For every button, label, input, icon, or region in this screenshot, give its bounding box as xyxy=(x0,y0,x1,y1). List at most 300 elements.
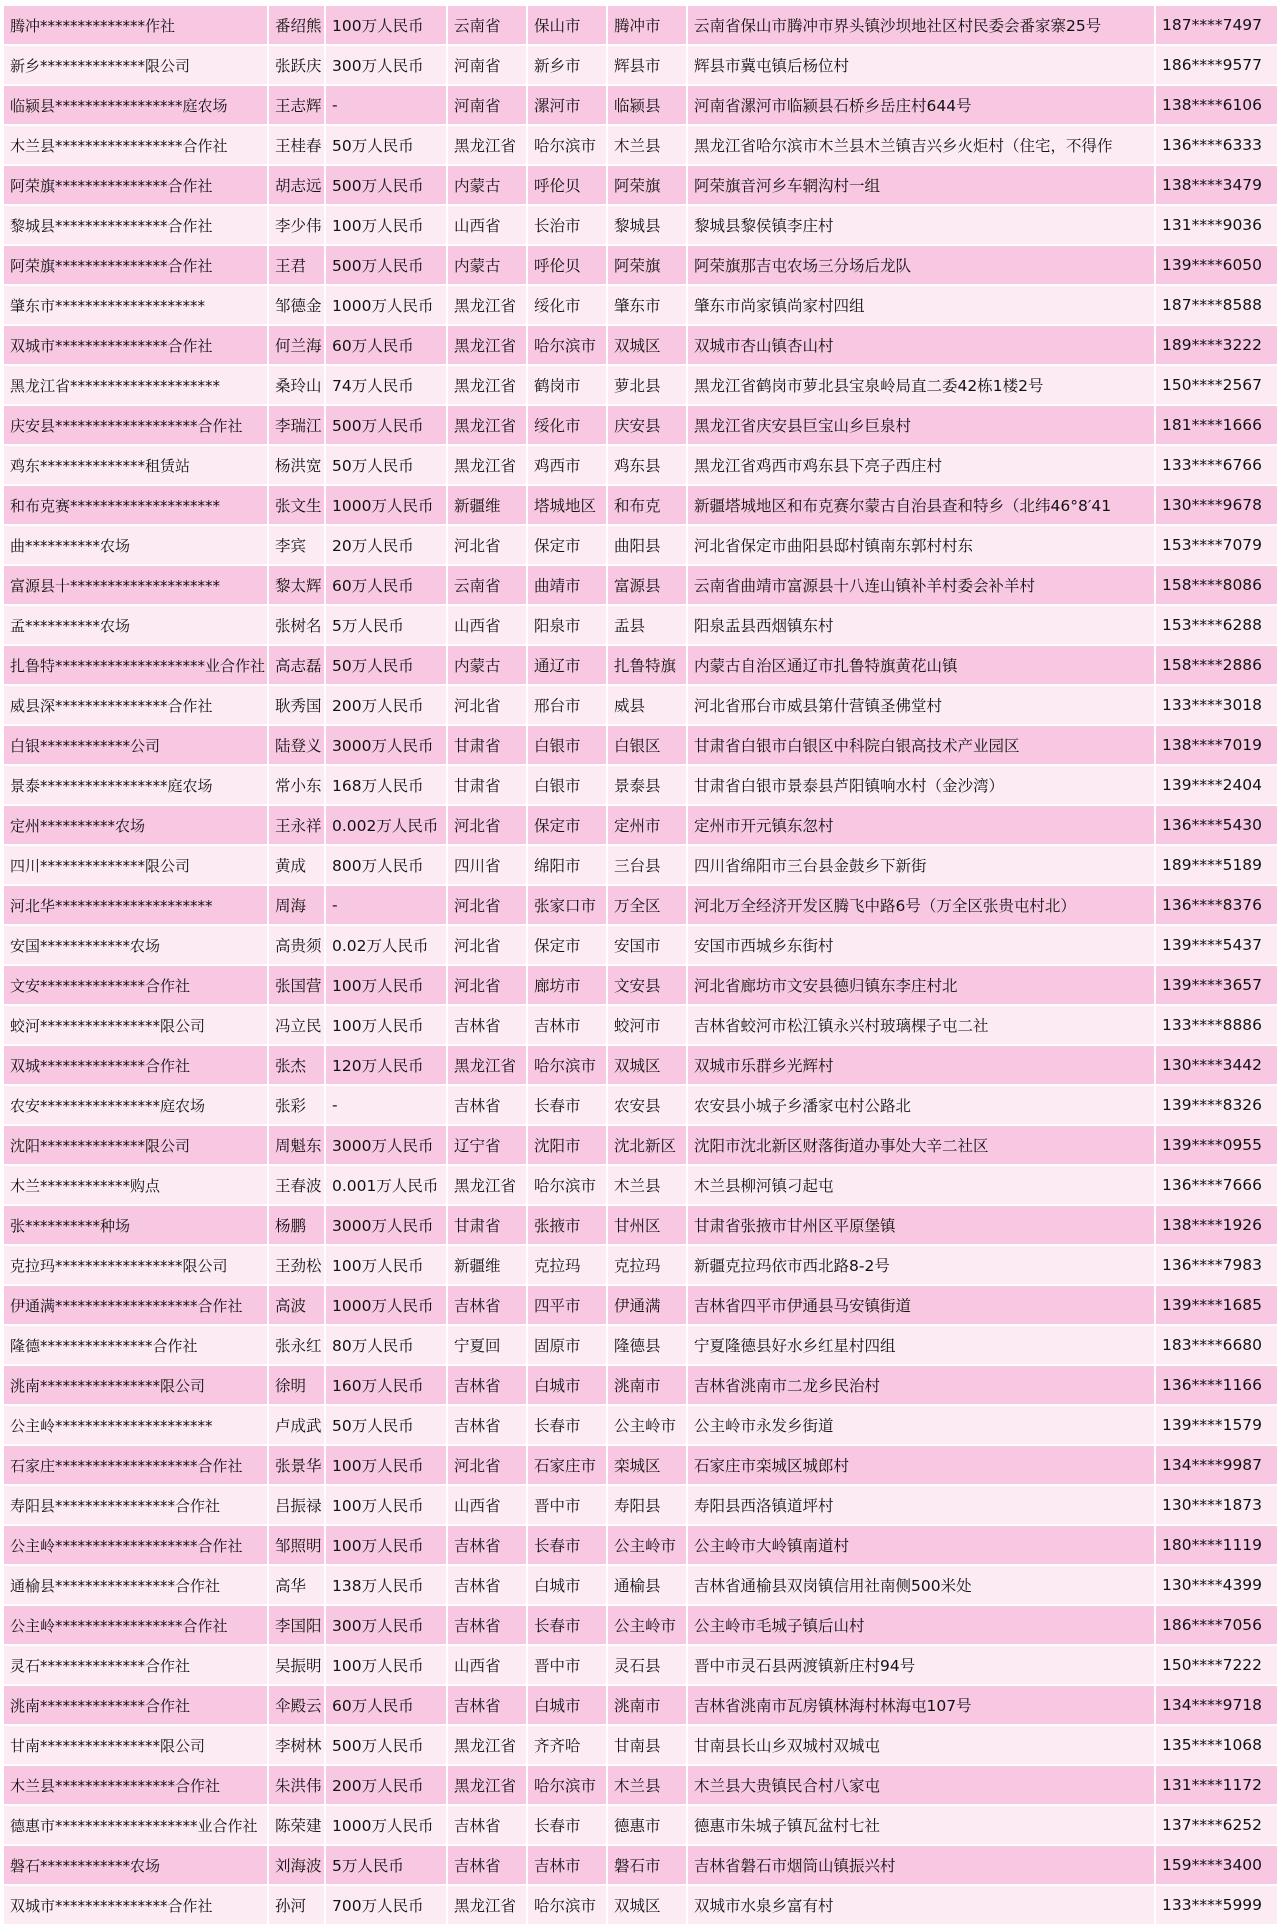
registered-capital-cell: 50万人民币 xyxy=(325,125,447,165)
province-cell: 河南省 xyxy=(447,85,527,125)
phone-cell: 139****8326 xyxy=(1155,1085,1278,1125)
city-cell: 齐齐哈 xyxy=(527,1725,607,1765)
phone-cell: 130****9678 xyxy=(1155,485,1278,525)
address-cell: 木兰县柳河镇刁起屯 xyxy=(687,1165,1155,1205)
city-cell: 长春市 xyxy=(527,1605,607,1645)
province-cell: 黑龙江省 xyxy=(447,1725,527,1765)
table-row xyxy=(3,365,1278,405)
address-cell: 石家庄市栾城区城郎村 xyxy=(687,1445,1155,1485)
province-cell: 云南省 xyxy=(447,5,527,45)
province-cell: 甘肃省 xyxy=(447,765,527,805)
company-name-cell: 威县深***************合作社 xyxy=(3,685,268,725)
province-cell: 黑龙江省 xyxy=(447,325,527,365)
table-row xyxy=(3,1365,1278,1405)
legal-person-cell: 陈荣建 xyxy=(268,1805,325,1845)
address-cell: 吉林省蛟河市松江镇永兴村玻璃棵子屯二社 xyxy=(687,1005,1155,1045)
legal-person-cell: 周海 xyxy=(268,885,325,925)
address-cell: 定州市开元镇东忽村 xyxy=(687,805,1155,845)
registered-capital-cell: 1000万人民币 xyxy=(325,1805,447,1845)
registered-capital-cell: 0.001万人民币 xyxy=(325,1165,447,1205)
registered-capital-cell: 60万人民币 xyxy=(325,325,447,365)
phone-cell: 180****1119 xyxy=(1155,1525,1278,1565)
address-cell: 吉林省四平市伊通县马安镇街道 xyxy=(687,1285,1155,1325)
company-name-cell: 富源县十******************** xyxy=(3,565,268,605)
registered-capital-cell: - xyxy=(325,885,447,925)
company-name-cell: 曲**********农场 xyxy=(3,525,268,565)
district-cell: 甘州区 xyxy=(607,1205,687,1245)
company-name-cell: 通榆县****************合作社 xyxy=(3,1565,268,1605)
address-cell: 吉林省洮南市二龙乡民治村 xyxy=(687,1365,1155,1405)
province-cell: 吉林省 xyxy=(447,1085,527,1125)
table-row xyxy=(3,1845,1278,1885)
company-name-cell: 定州**********农场 xyxy=(3,805,268,845)
district-cell: 临颍县 xyxy=(607,85,687,125)
district-cell: 双城区 xyxy=(607,325,687,365)
company-name-cell: 和布克赛******************** xyxy=(3,485,268,525)
city-cell: 长春市 xyxy=(527,1085,607,1125)
address-cell: 辉县市冀屯镇后杨位村 xyxy=(687,45,1155,85)
table-row xyxy=(3,405,1278,445)
legal-person-cell: 陆登义 xyxy=(268,725,325,765)
registered-capital-cell: 100万人民币 xyxy=(325,5,447,45)
legal-person-cell: 黄成 xyxy=(268,845,325,885)
district-cell: 磐石市 xyxy=(607,1845,687,1885)
province-cell: 山西省 xyxy=(447,1485,527,1525)
legal-person-cell: 桑玲山 xyxy=(268,365,325,405)
company-name-cell: 灵石**************合作社 xyxy=(3,1645,268,1685)
phone-cell: 158****2886 xyxy=(1155,645,1278,685)
legal-person-cell: 李少伟 xyxy=(268,205,325,245)
registered-capital-cell: 60万人民币 xyxy=(325,1685,447,1725)
address-cell: 云南省保山市腾冲市界头镇沙坝地社区村民委会番家寨25号 xyxy=(687,5,1155,45)
province-cell: 云南省 xyxy=(447,565,527,605)
registered-capital-cell: 300万人民币 xyxy=(325,1605,447,1645)
legal-person-cell: 何兰海 xyxy=(268,325,325,365)
company-name-cell: 石家庄*******************合作社 xyxy=(3,1445,268,1485)
city-cell: 鹤岗市 xyxy=(527,365,607,405)
address-cell: 甘肃省白银市白银区中科院白银高技术产业园区 xyxy=(687,725,1155,765)
district-cell: 景泰县 xyxy=(607,765,687,805)
legal-person-cell: 伞殿云 xyxy=(268,1685,325,1725)
legal-person-cell: 杨洪宽 xyxy=(268,445,325,485)
district-cell: 鸡东县 xyxy=(607,445,687,485)
province-cell: 吉林省 xyxy=(447,1805,527,1845)
city-cell: 晋中市 xyxy=(527,1645,607,1685)
phone-cell: 139****6050 xyxy=(1155,245,1278,285)
province-cell: 吉林省 xyxy=(447,1525,527,1565)
address-cell: 黑龙江省鸡西市鸡东县下亮子西庄村 xyxy=(687,445,1155,485)
province-cell: 河北省 xyxy=(447,805,527,845)
address-cell: 双城市乐群乡光辉村 xyxy=(687,1045,1155,1085)
legal-person-cell: 朱洪伟 xyxy=(268,1765,325,1805)
company-name-cell: 蛟河****************限公司 xyxy=(3,1005,268,1045)
legal-person-cell: 番绍熊 xyxy=(268,5,325,45)
company-name-cell: 农安****************庭农场 xyxy=(3,1085,268,1125)
address-cell: 四川省绵阳市三台县金鼓乡下新街 xyxy=(687,845,1155,885)
phone-cell: 187****7497 xyxy=(1155,5,1278,45)
phone-cell: 187****8588 xyxy=(1155,285,1278,325)
address-cell: 农安县小城子乡潘家屯村公路北 xyxy=(687,1085,1155,1125)
phone-cell: 139****2404 xyxy=(1155,765,1278,805)
table-row xyxy=(3,885,1278,925)
registered-capital-cell: 100万人民币 xyxy=(325,1445,447,1485)
phone-cell: 153****7079 xyxy=(1155,525,1278,565)
legal-person-cell: 杨鹏 xyxy=(268,1205,325,1245)
city-cell: 固原市 xyxy=(527,1325,607,1365)
address-cell: 双城市水泉乡富有村 xyxy=(687,1885,1155,1925)
district-cell: 定州市 xyxy=(607,805,687,845)
company-name-cell: 扎鲁特********************业合作社 xyxy=(3,645,268,685)
district-cell: 腾冲市 xyxy=(607,5,687,45)
registered-capital-cell: 50万人民币 xyxy=(325,445,447,485)
registered-capital-cell: 200万人民币 xyxy=(325,1765,447,1805)
registered-capital-cell: 138万人民币 xyxy=(325,1565,447,1605)
registered-capital-cell: 100万人民币 xyxy=(325,965,447,1005)
province-cell: 吉林省 xyxy=(447,1605,527,1645)
city-cell: 白银市 xyxy=(527,725,607,765)
address-cell: 宁夏隆德县好水乡红星村四组 xyxy=(687,1325,1155,1365)
district-cell: 木兰县 xyxy=(607,125,687,165)
province-cell: 吉林省 xyxy=(447,1685,527,1725)
province-cell: 河北省 xyxy=(447,965,527,1005)
city-cell: 保定市 xyxy=(527,925,607,965)
district-cell: 农安县 xyxy=(607,1085,687,1125)
district-cell: 隆德县 xyxy=(607,1325,687,1365)
district-cell: 阿荣旗 xyxy=(607,245,687,285)
district-cell: 栾城区 xyxy=(607,1445,687,1485)
district-cell: 灵石县 xyxy=(607,1645,687,1685)
city-cell: 白城市 xyxy=(527,1685,607,1725)
registered-capital-cell: 3000万人民币 xyxy=(325,1125,447,1165)
table-row xyxy=(3,765,1278,805)
address-cell: 公主岭市毛城子镇后山村 xyxy=(687,1605,1155,1645)
registered-capital-cell: 100万人民币 xyxy=(325,205,447,245)
city-cell: 长治市 xyxy=(527,205,607,245)
district-cell: 盂县 xyxy=(607,605,687,645)
table-row xyxy=(3,125,1278,165)
legal-person-cell: 张景华 xyxy=(268,1445,325,1485)
table-row xyxy=(3,965,1278,1005)
address-cell: 安国市西城乡东街村 xyxy=(687,925,1155,965)
province-cell: 宁夏回 xyxy=(447,1325,527,1365)
city-cell: 哈尔滨市 xyxy=(527,1165,607,1205)
phone-cell: 186****7056 xyxy=(1155,1605,1278,1645)
district-cell: 庆安县 xyxy=(607,405,687,445)
table-row xyxy=(3,1685,1278,1725)
company-name-cell: 木兰县*****************合作社 xyxy=(3,125,268,165)
city-cell: 漯河市 xyxy=(527,85,607,125)
phone-cell: 139****3657 xyxy=(1155,965,1278,1005)
phone-cell: 183****6680 xyxy=(1155,1325,1278,1365)
address-cell: 新疆克拉玛依市西北路8-2号 xyxy=(687,1245,1155,1285)
address-cell: 甘肃省白银市景泰县芦阳镇响水村（金沙湾） xyxy=(687,765,1155,805)
table-row xyxy=(3,285,1278,325)
registered-capital-cell: 160万人民币 xyxy=(325,1365,447,1405)
company-name-cell: 肇东市******************** xyxy=(3,285,268,325)
company-name-cell: 伊通满*******************合作社 xyxy=(3,1285,268,1325)
company-name-cell: 河北华********************* xyxy=(3,885,268,925)
company-name-cell: 四川**************限公司 xyxy=(3,845,268,885)
phone-cell: 150****2567 xyxy=(1155,365,1278,405)
company-name-cell: 磐石************农场 xyxy=(3,1845,268,1885)
table-row xyxy=(3,245,1278,285)
company-name-cell: 临颍县*****************庭农场 xyxy=(3,85,268,125)
table-row xyxy=(3,845,1278,885)
legal-person-cell: 张跃庆 xyxy=(268,45,325,85)
table-row xyxy=(3,685,1278,725)
city-cell: 长春市 xyxy=(527,1525,607,1565)
district-cell: 沈北新区 xyxy=(607,1125,687,1165)
address-cell: 新疆塔城地区和布克赛尔蒙古自治县查和特乡（北纬46°8′41 xyxy=(687,485,1155,525)
address-cell: 沈阳市沈北新区财落街道办事处大辛二社区 xyxy=(687,1125,1155,1165)
table-row xyxy=(3,565,1278,605)
registered-capital-cell: 100万人民币 xyxy=(325,1645,447,1685)
registered-capital-cell: 500万人民币 xyxy=(325,405,447,445)
company-name-cell: 双城市***************合作社 xyxy=(3,325,268,365)
registered-capital-cell: 500万人民币 xyxy=(325,1725,447,1765)
phone-cell: 158****8086 xyxy=(1155,565,1278,605)
district-cell: 洮南市 xyxy=(607,1685,687,1725)
registered-capital-cell: 74万人民币 xyxy=(325,365,447,405)
province-cell: 吉林省 xyxy=(447,1845,527,1885)
legal-person-cell: 张国营 xyxy=(268,965,325,1005)
district-cell: 万全区 xyxy=(607,885,687,925)
province-cell: 黑龙江省 xyxy=(447,1765,527,1805)
address-cell: 吉林省磐石市烟筒山镇振兴村 xyxy=(687,1845,1155,1885)
province-cell: 吉林省 xyxy=(447,1365,527,1405)
legal-person-cell: 张文生 xyxy=(268,485,325,525)
province-cell: 河北省 xyxy=(447,1445,527,1485)
city-cell: 白银市 xyxy=(527,765,607,805)
company-name-cell: 新乡**************限公司 xyxy=(3,45,268,85)
province-cell: 吉林省 xyxy=(447,1285,527,1325)
company-name-cell: 白银************公司 xyxy=(3,725,268,765)
phone-cell: 130****3442 xyxy=(1155,1045,1278,1085)
address-cell: 木兰县大贵镇民合村八家屯 xyxy=(687,1765,1155,1805)
legal-person-cell: 高华 xyxy=(268,1565,325,1605)
phone-cell: 181****1666 xyxy=(1155,405,1278,445)
city-cell: 吉林市 xyxy=(527,1845,607,1885)
district-cell: 和布克 xyxy=(607,485,687,525)
city-cell: 张家口市 xyxy=(527,885,607,925)
district-cell: 德惠市 xyxy=(607,1805,687,1845)
company-name-cell: 公主岭********************* xyxy=(3,1405,268,1445)
district-cell: 富源县 xyxy=(607,565,687,605)
table-row xyxy=(3,1565,1278,1605)
province-cell: 河南省 xyxy=(447,45,527,85)
address-cell: 吉林省通榆县双岗镇信用社南侧500米处 xyxy=(687,1565,1155,1605)
phone-cell: 139****0955 xyxy=(1155,1125,1278,1165)
phone-cell: 136****7983 xyxy=(1155,1245,1278,1285)
table-row xyxy=(3,445,1278,485)
table-row xyxy=(3,605,1278,645)
province-cell: 黑龙江省 xyxy=(447,285,527,325)
phone-cell: 130****4399 xyxy=(1155,1565,1278,1605)
province-cell: 内蒙古 xyxy=(447,245,527,285)
registered-capital-cell: 50万人民币 xyxy=(325,645,447,685)
registered-capital-cell: 50万人民币 xyxy=(325,1405,447,1445)
province-cell: 辽宁省 xyxy=(447,1125,527,1165)
legal-person-cell: 高贵须 xyxy=(268,925,325,965)
address-cell: 内蒙古自治区通辽市扎鲁特旗黄花山镇 xyxy=(687,645,1155,685)
table-row xyxy=(3,1325,1278,1365)
company-name-cell: 洮南****************限公司 xyxy=(3,1365,268,1405)
district-cell: 木兰县 xyxy=(607,1165,687,1205)
district-cell: 公主岭市 xyxy=(607,1405,687,1445)
company-name-cell: 公主岭*******************合作社 xyxy=(3,1525,268,1565)
company-name-cell: 克拉玛*****************限公司 xyxy=(3,1245,268,1285)
legal-person-cell: 黎太辉 xyxy=(268,565,325,605)
district-cell: 萝北县 xyxy=(607,365,687,405)
province-cell: 新疆维 xyxy=(447,1245,527,1285)
city-cell: 沈阳市 xyxy=(527,1125,607,1165)
phone-cell: 138****6106 xyxy=(1155,85,1278,125)
company-name-cell: 木兰县****************合作社 xyxy=(3,1765,268,1805)
phone-cell: 135****1068 xyxy=(1155,1725,1278,1765)
address-cell: 河南省漯河市临颍县石桥乡岳庄村644号 xyxy=(687,85,1155,125)
district-cell: 阿荣旗 xyxy=(607,165,687,205)
city-cell: 保山市 xyxy=(527,5,607,45)
district-cell: 伊通满 xyxy=(607,1285,687,1325)
company-name-cell: 安国************农场 xyxy=(3,925,268,965)
phone-cell: 137****6252 xyxy=(1155,1805,1278,1845)
address-cell: 甘肃省张掖市甘州区平原堡镇 xyxy=(687,1205,1155,1245)
registered-capital-cell: 80万人民币 xyxy=(325,1325,447,1365)
company-name-cell: 张**********种场 xyxy=(3,1205,268,1245)
province-cell: 黑龙江省 xyxy=(447,125,527,165)
table-row xyxy=(3,165,1278,205)
address-cell: 河北省廊坊市文安县德归镇东李庄村北 xyxy=(687,965,1155,1005)
legal-person-cell: 吕振禄 xyxy=(268,1485,325,1525)
province-cell: 河北省 xyxy=(447,685,527,725)
table-row xyxy=(3,1285,1278,1325)
registered-capital-cell: 700万人民币 xyxy=(325,1885,447,1925)
address-cell: 河北省保定市曲阳县邸村镇南东郭村村东 xyxy=(687,525,1155,565)
table-row xyxy=(3,1805,1278,1845)
registered-capital-cell: 100万人民币 xyxy=(325,1525,447,1565)
company-name-cell: 鸡东**************租赁站 xyxy=(3,445,268,485)
table-row xyxy=(3,1125,1278,1165)
phone-cell: 138****3479 xyxy=(1155,165,1278,205)
district-cell: 安国市 xyxy=(607,925,687,965)
company-name-cell: 黑龙江省******************** xyxy=(3,365,268,405)
address-cell: 肇东市尚家镇尚家村四组 xyxy=(687,285,1155,325)
address-cell: 甘南县长山乡双城村双城屯 xyxy=(687,1725,1155,1765)
legal-person-cell: 冯立民 xyxy=(268,1005,325,1045)
legal-person-cell: 李宾 xyxy=(268,525,325,565)
city-cell: 塔城地区 xyxy=(527,485,607,525)
district-cell: 洮南市 xyxy=(607,1365,687,1405)
district-cell: 蛟河市 xyxy=(607,1005,687,1045)
table-row xyxy=(3,85,1278,125)
registered-capital-cell: 100万人民币 xyxy=(325,1485,447,1525)
phone-cell: 136****5430 xyxy=(1155,805,1278,845)
city-cell: 哈尔滨市 xyxy=(527,1885,607,1925)
table-row xyxy=(3,1085,1278,1125)
address-cell: 公主岭市永发乡街道 xyxy=(687,1405,1155,1445)
city-cell: 保定市 xyxy=(527,525,607,565)
legal-person-cell: 周魁东 xyxy=(268,1125,325,1165)
legal-person-cell: 王春波 xyxy=(268,1165,325,1205)
table-body xyxy=(3,5,1278,1925)
city-cell: 白城市 xyxy=(527,1365,607,1405)
registered-capital-cell: 1000万人民币 xyxy=(325,485,447,525)
phone-cell: 189****3222 xyxy=(1155,325,1278,365)
table-row xyxy=(3,1245,1278,1285)
district-cell: 公主岭市 xyxy=(607,1605,687,1645)
address-cell: 吉林省洮南市瓦房镇林海村林海屯107号 xyxy=(687,1685,1155,1725)
city-cell: 四平市 xyxy=(527,1285,607,1325)
phone-cell: 189****5189 xyxy=(1155,845,1278,885)
district-cell: 甘南县 xyxy=(607,1725,687,1765)
province-cell: 河北省 xyxy=(447,885,527,925)
province-cell: 山西省 xyxy=(447,205,527,245)
phone-cell: 133****5999 xyxy=(1155,1885,1278,1925)
table-row xyxy=(3,1485,1278,1525)
registered-capital-cell: 5万人民币 xyxy=(325,605,447,645)
phone-cell: 139****1579 xyxy=(1155,1405,1278,1445)
company-name-cell: 阿荣旗***************合作社 xyxy=(3,245,268,285)
phone-cell: 136****6333 xyxy=(1155,125,1278,165)
province-cell: 黑龙江省 xyxy=(447,445,527,485)
city-cell: 鸡西市 xyxy=(527,445,607,485)
district-cell: 双城区 xyxy=(607,1885,687,1925)
address-cell: 云南省曲靖市富源县十八连山镇补羊村委会补羊村 xyxy=(687,565,1155,605)
province-cell: 黑龙江省 xyxy=(447,365,527,405)
province-cell: 河北省 xyxy=(447,525,527,565)
province-cell: 四川省 xyxy=(447,845,527,885)
registered-capital-cell: 800万人民币 xyxy=(325,845,447,885)
registered-capital-cell: 20万人民币 xyxy=(325,525,447,565)
table-row xyxy=(3,1405,1278,1445)
address-cell: 公主岭市大岭镇南道村 xyxy=(687,1525,1155,1565)
legal-person-cell: 卢成武 xyxy=(268,1405,325,1445)
legal-person-cell: 邹照明 xyxy=(268,1525,325,1565)
district-cell: 克拉玛 xyxy=(607,1245,687,1285)
city-cell: 哈尔滨市 xyxy=(527,1765,607,1805)
province-cell: 内蒙古 xyxy=(447,645,527,685)
phone-cell: 136****7666 xyxy=(1155,1165,1278,1205)
city-cell: 石家庄市 xyxy=(527,1445,607,1485)
address-cell: 黑龙江省庆安县巨宝山乡巨泉村 xyxy=(687,405,1155,445)
table-row xyxy=(3,1765,1278,1805)
legal-person-cell: 高波 xyxy=(268,1285,325,1325)
phone-cell: 138****7019 xyxy=(1155,725,1278,765)
province-cell: 黑龙江省 xyxy=(447,1165,527,1205)
legal-person-cell: 吴振明 xyxy=(268,1645,325,1685)
table-row xyxy=(3,725,1278,765)
table-row xyxy=(3,645,1278,685)
address-cell: 晋中市灵石县两渡镇新庄村94号 xyxy=(687,1645,1155,1685)
company-name-cell: 双城**************合作社 xyxy=(3,1045,268,1085)
city-cell: 新乡市 xyxy=(527,45,607,85)
province-cell: 山西省 xyxy=(447,605,527,645)
district-cell: 文安县 xyxy=(607,965,687,1005)
phone-cell: 134****9987 xyxy=(1155,1445,1278,1485)
table-row xyxy=(3,1045,1278,1085)
city-cell: 绥化市 xyxy=(527,405,607,445)
address-cell: 寿阳县西洛镇道坪村 xyxy=(687,1485,1155,1525)
legal-person-cell: 张杰 xyxy=(268,1045,325,1085)
legal-person-cell: 李树林 xyxy=(268,1725,325,1765)
city-cell: 绵阳市 xyxy=(527,845,607,885)
province-cell: 吉林省 xyxy=(447,1005,527,1045)
table-row xyxy=(3,5,1278,45)
address-cell: 河北省邢台市威县第什营镇圣佛堂村 xyxy=(687,685,1155,725)
table-row xyxy=(3,805,1278,845)
legal-person-cell: 邹德金 xyxy=(268,285,325,325)
table-row xyxy=(3,1645,1278,1685)
